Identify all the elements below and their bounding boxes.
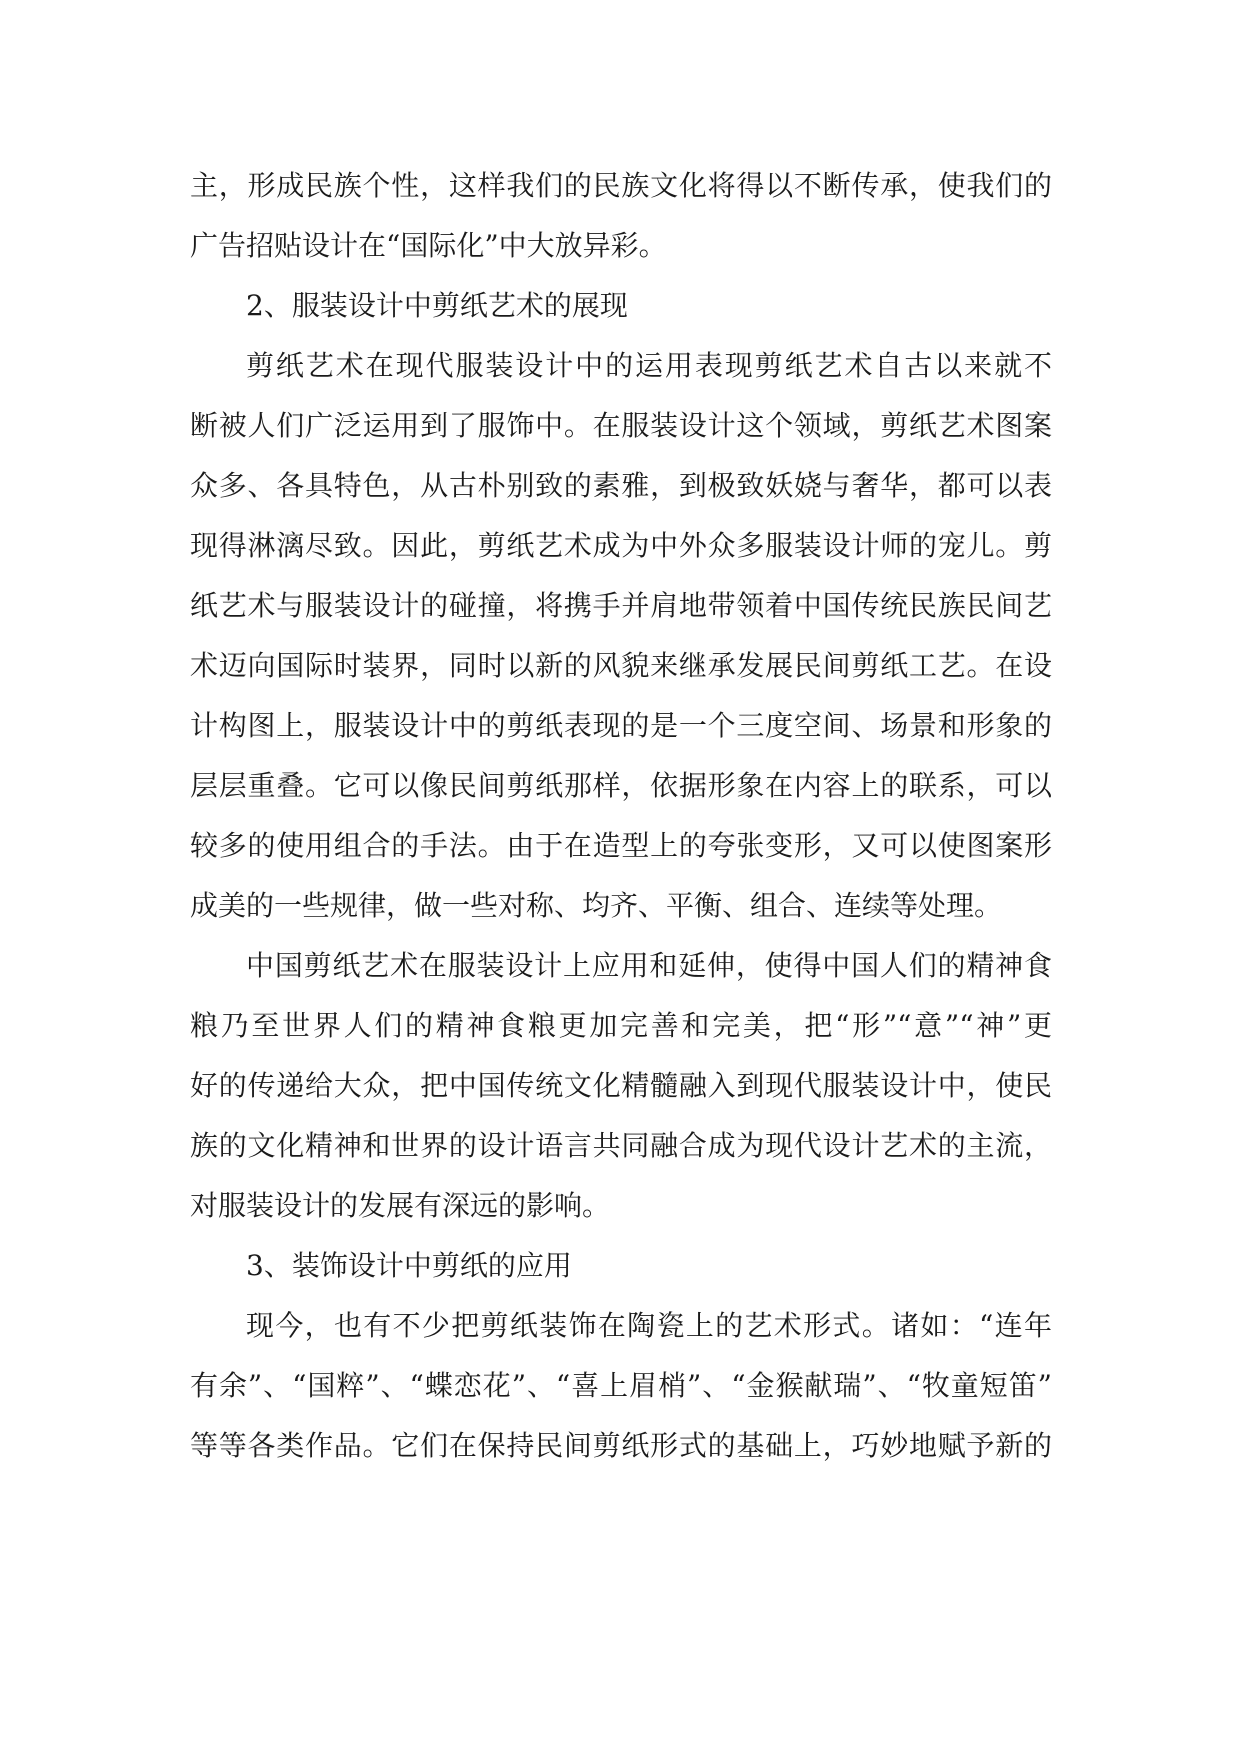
text-line: 粮乃至世界人们的精神食粮更加完善和完美，把“形”“意”“神”更 xyxy=(190,1009,1052,1042)
text-line: 纸艺术与服装设计的碰撞，将携手并肩地带领着中国传统民族民间艺 xyxy=(190,589,1052,622)
text-line: 断被人们广泛运用到了服饰中。在服装设计这个领域，剪纸艺术图案 xyxy=(190,409,1052,442)
text-line: 层层重叠。它可以像民间剪纸那样，依据形象在内容上的联系，可以 xyxy=(190,769,1052,802)
text-line: 剪纸艺术在现代服装设计中的运用表现剪纸艺术自古以来就不 xyxy=(246,349,1052,382)
text-line: 2、服装设计中剪纸艺术的展现 xyxy=(246,289,628,322)
text-line: 广告招贴设计在“国际化”中大放异彩。 xyxy=(190,229,667,262)
text-line: 现得淋漓尽致。因此，剪纸艺术成为中外众多服装设计师的宠儿。剪 xyxy=(190,529,1052,562)
text-line: 成美的一些规律，做一些对称、均齐、平衡、组合、连续等处理。 xyxy=(190,889,1003,922)
text-line: 主，形成民族个性，这样我们的民族文化将得以不断传承，使我们的 xyxy=(190,169,1052,202)
text-line: 较多的使用组合的手法。由于在造型上的夸张变形，又可以使图案形 xyxy=(190,829,1052,862)
text-line: 中国剪纸艺术在服装设计上应用和延伸，使得中国人们的精神食 xyxy=(246,949,1052,982)
text-line: 术迈向国际时装界，同时以新的风貌来继承发展民间剪纸工艺。在设 xyxy=(190,649,1052,682)
text-line: 众多、各具特色，从古朴别致的素雅，到极致妖娆与奢华，都可以表 xyxy=(190,469,1052,502)
text-line: 对服装设计的发展有深远的影响。 xyxy=(190,1189,611,1222)
text-line: 好的传递给大众，把中国传统文化精髓融入到现代服装设计中，使民 xyxy=(190,1069,1052,1102)
text-line: 有余”、“国粹”、“蝶恋花”、“喜上眉梢”、“金猴献瑞”、“牧童短笛” xyxy=(190,1369,1052,1402)
text-line: 现今，也有不少把剪纸装饰在陶瓷上的艺术形式。诸如：“连年 xyxy=(246,1309,1052,1342)
text-line: 计构图上，服装设计中的剪纸表现的是一个三度空间、场景和形象的 xyxy=(190,709,1052,742)
text-line: 族的文化精神和世界的设计语言共同融合成为现代设计艺术的主流， xyxy=(190,1129,1052,1162)
text-line: 3、装饰设计中剪纸的应用 xyxy=(246,1249,572,1282)
body-text xyxy=(190,156,1052,1476)
text-line: 等等各类作品。它们在保持民间剪纸形式的基础上，巧妙地赋予新的 xyxy=(190,1429,1052,1462)
